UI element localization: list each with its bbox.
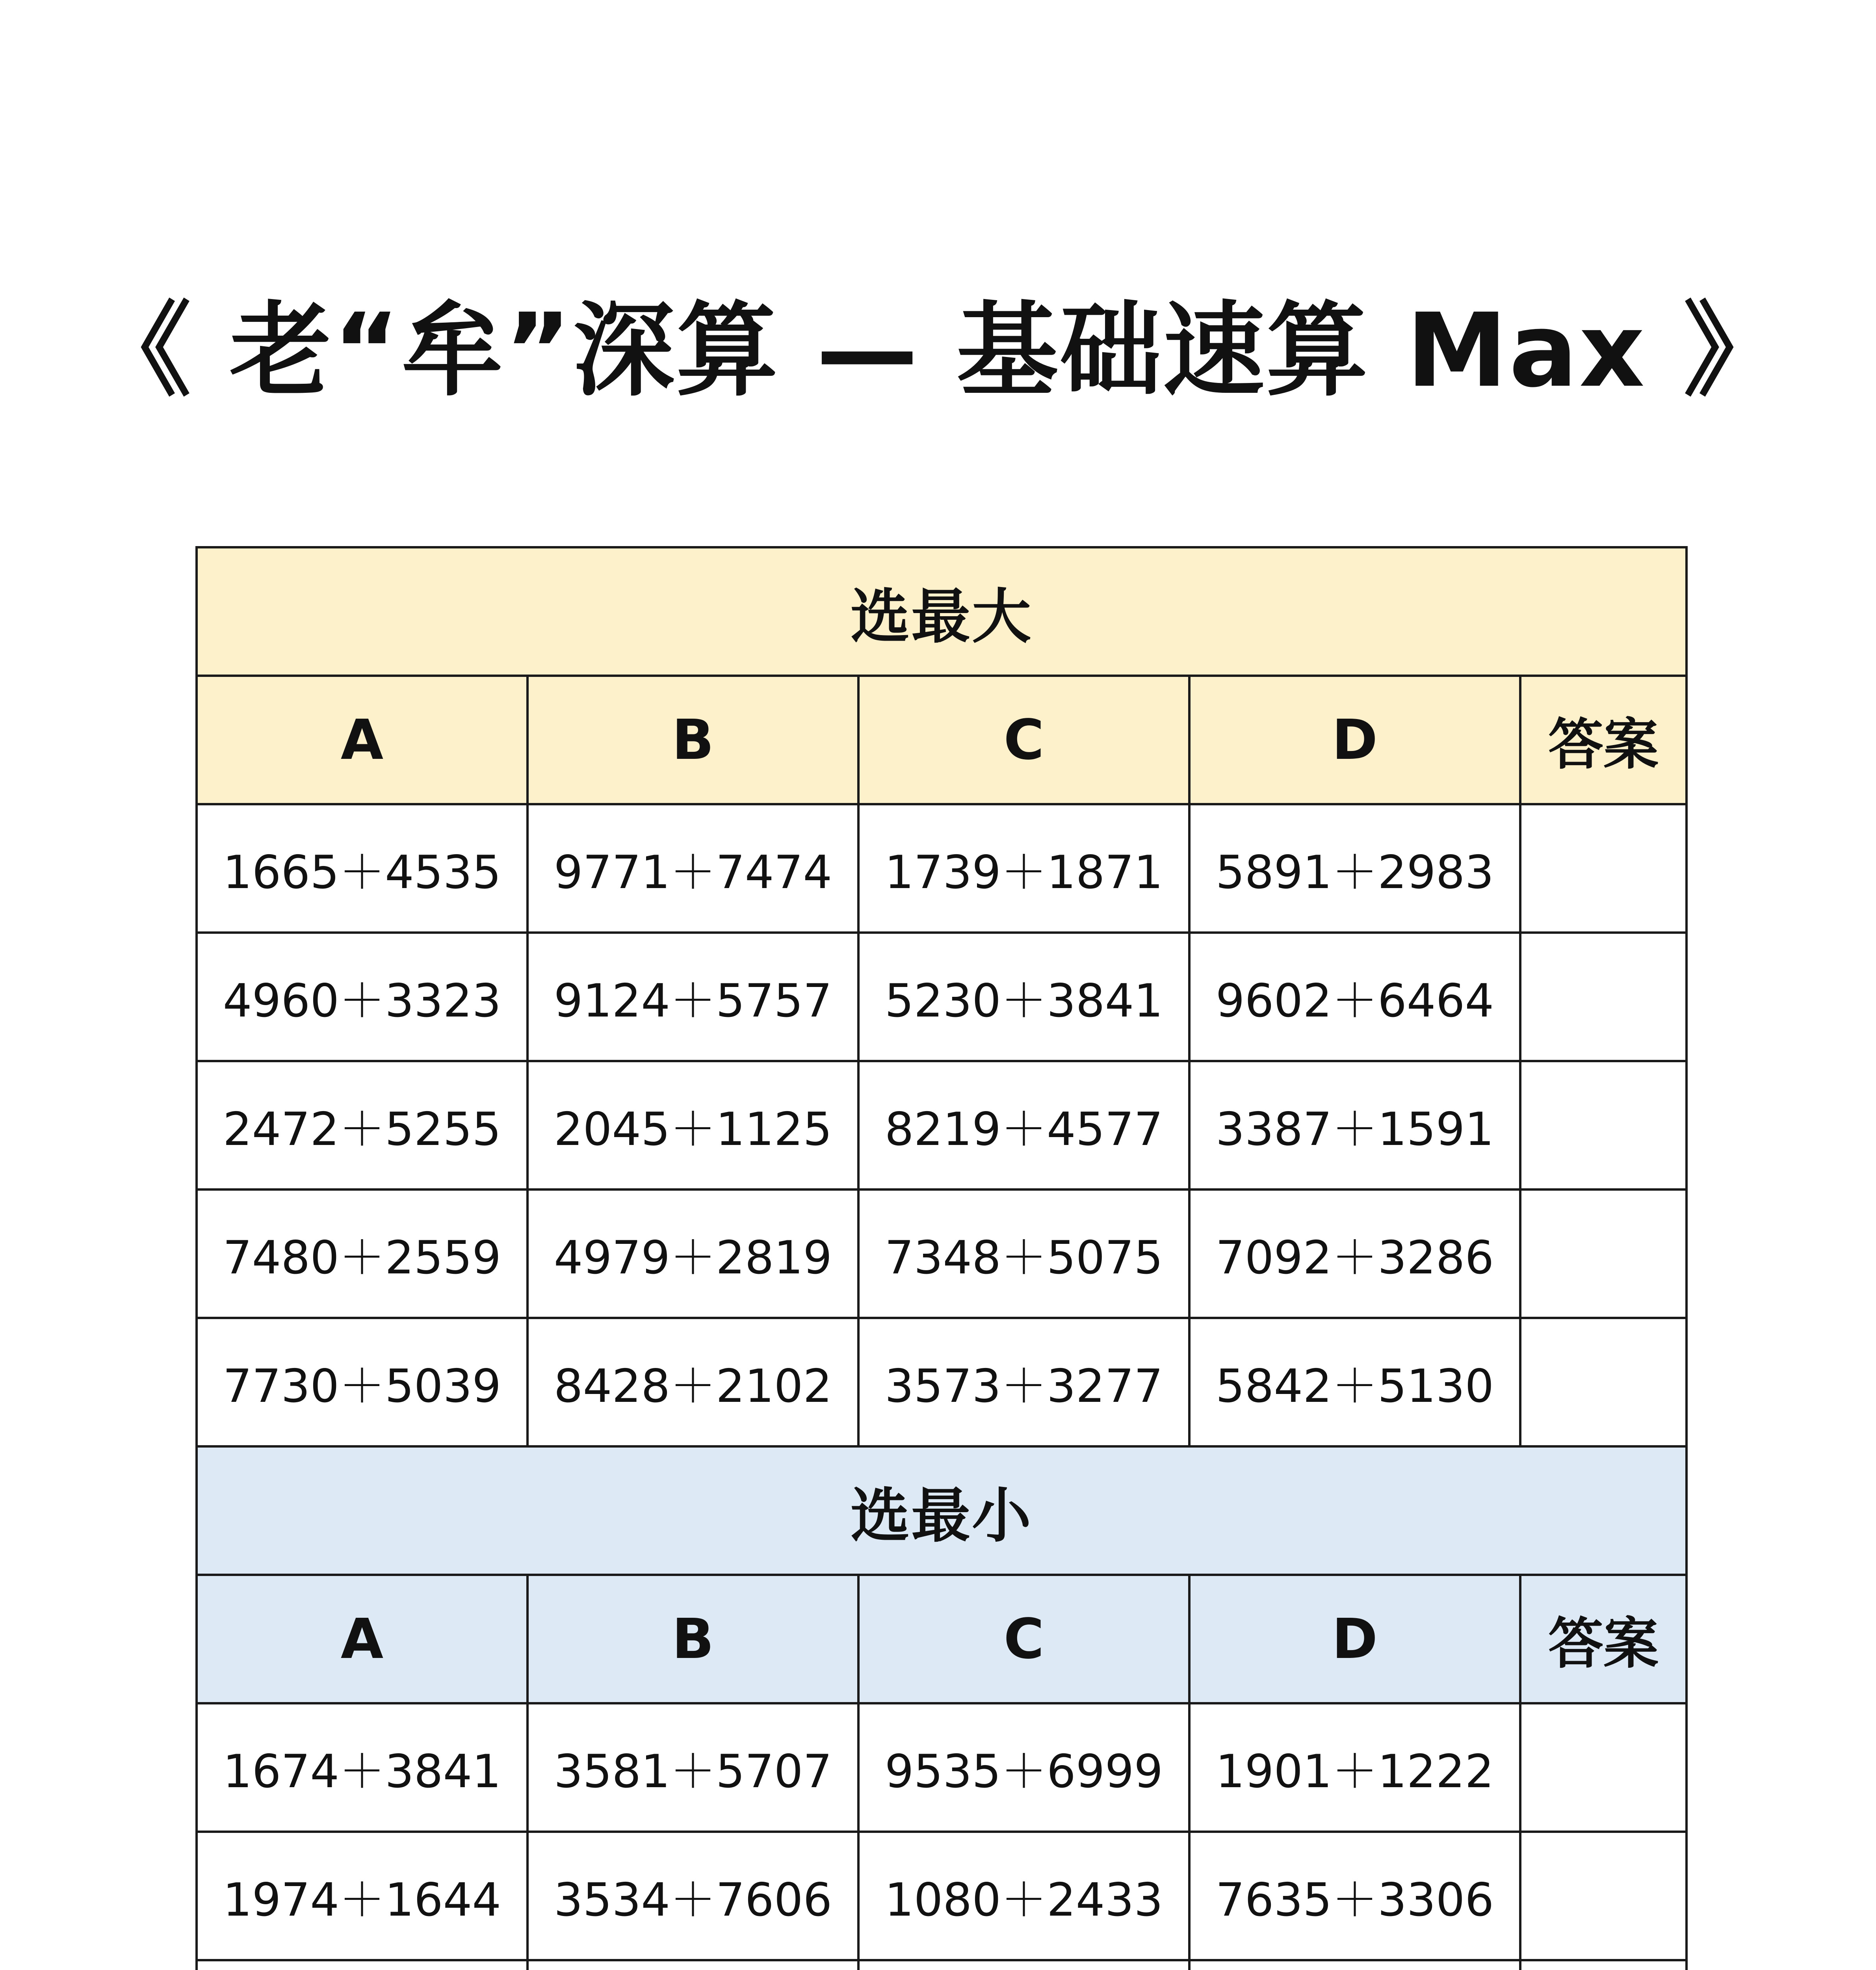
column-header-c: C — [858, 676, 1189, 804]
section-min-heading-row — [197, 1446, 1687, 1575]
expression-cell: 7635＋3306 — [1189, 1832, 1520, 1960]
column-header-d: D — [1189, 1575, 1520, 1703]
table-row — [197, 1061, 1687, 1189]
section-max-column-header-row — [197, 676, 1687, 804]
section-max-heading-row — [197, 547, 1687, 676]
expression-cell: 7348＋5075 — [858, 1189, 1189, 1318]
page-title: 《 老“牟”深算 — 基础速算 Max 》 — [89, 292, 1787, 410]
answer-cell[interactable] — [1520, 1703, 1687, 1832]
table-row — [197, 1832, 1687, 1960]
column-header-answer: 答案 — [1520, 1575, 1687, 1703]
table-row — [197, 804, 1687, 933]
expression-cell — [858, 1960, 1189, 1970]
column-header-c: C — [858, 1575, 1189, 1703]
expression-cell: 7480＋2559 — [197, 1189, 528, 1318]
answer-cell[interactable] — [1520, 933, 1687, 1061]
expression-cell — [197, 1960, 528, 1970]
expression-cell: 3534＋7606 — [528, 1832, 858, 1960]
table-row — [197, 1960, 1687, 1970]
answer-cell[interactable] — [1520, 1061, 1687, 1189]
expression-cell: 1080＋2433 — [858, 1832, 1189, 1960]
column-header-answer: 答案 — [1520, 676, 1687, 804]
expression-cell: 9124＋5757 — [528, 933, 858, 1061]
section-min-column-header-row — [197, 1575, 1687, 1703]
expression-cell: 9771＋7474 — [528, 804, 858, 933]
section-heading: 选最小 — [197, 1446, 1687, 1575]
section-heading: 选最大 — [197, 547, 1687, 676]
expression-cell: 5230＋3841 — [858, 933, 1189, 1061]
table-row — [197, 1189, 1687, 1318]
expression-cell: 3387＋1591 — [1189, 1061, 1520, 1189]
answer-cell[interactable] — [1520, 1189, 1687, 1318]
expression-cell: 7730＋5039 — [197, 1318, 528, 1446]
expression-cell: 7092＋3286 — [1189, 1189, 1520, 1318]
column-header-b: B — [528, 1575, 858, 1703]
expression-cell — [528, 1960, 858, 1970]
answer-cell[interactable] — [1520, 1960, 1687, 1970]
column-header-d: D — [1189, 676, 1520, 804]
expression-cell: 2045＋1125 — [528, 1061, 858, 1189]
expression-cell: 2472＋5255 — [197, 1061, 528, 1189]
column-header-a: A — [197, 1575, 528, 1703]
expression-cell: 5842＋5130 — [1189, 1318, 1520, 1446]
expression-cell: 8428＋2102 — [528, 1318, 858, 1446]
expression-cell: 9535＋6999 — [858, 1703, 1189, 1832]
expression-cell: 3573＋3277 — [858, 1318, 1189, 1446]
column-header-b: B — [528, 676, 858, 804]
expression-cell: 4979＋2819 — [528, 1189, 858, 1318]
expression-cell: 5891＋2983 — [1189, 804, 1520, 933]
column-header-a: A — [197, 676, 528, 804]
expression-cell: 8219＋4577 — [858, 1061, 1189, 1189]
table-row — [197, 933, 1687, 1061]
expression-cell: 1739＋1871 — [858, 804, 1189, 933]
answer-cell[interactable] — [1520, 804, 1687, 933]
answer-cell[interactable] — [1520, 1832, 1687, 1960]
expression-cell: 9602＋6464 — [1189, 933, 1520, 1061]
expression-cell: 1901＋1222 — [1189, 1703, 1520, 1832]
answer-cell[interactable] — [1520, 1318, 1687, 1446]
expression-cell: 4960＋3323 — [197, 933, 528, 1061]
expression-cell: 1674＋3841 — [197, 1703, 528, 1832]
expression-cell: 1974＋1644 — [197, 1832, 528, 1960]
expression-cell — [1189, 1960, 1520, 1970]
expression-cell: 1665＋4535 — [197, 804, 528, 933]
expression-cell: 3581＋5707 — [528, 1703, 858, 1832]
worksheet-table — [195, 546, 1688, 1970]
table-row — [197, 1703, 1687, 1832]
table-row — [197, 1318, 1687, 1446]
